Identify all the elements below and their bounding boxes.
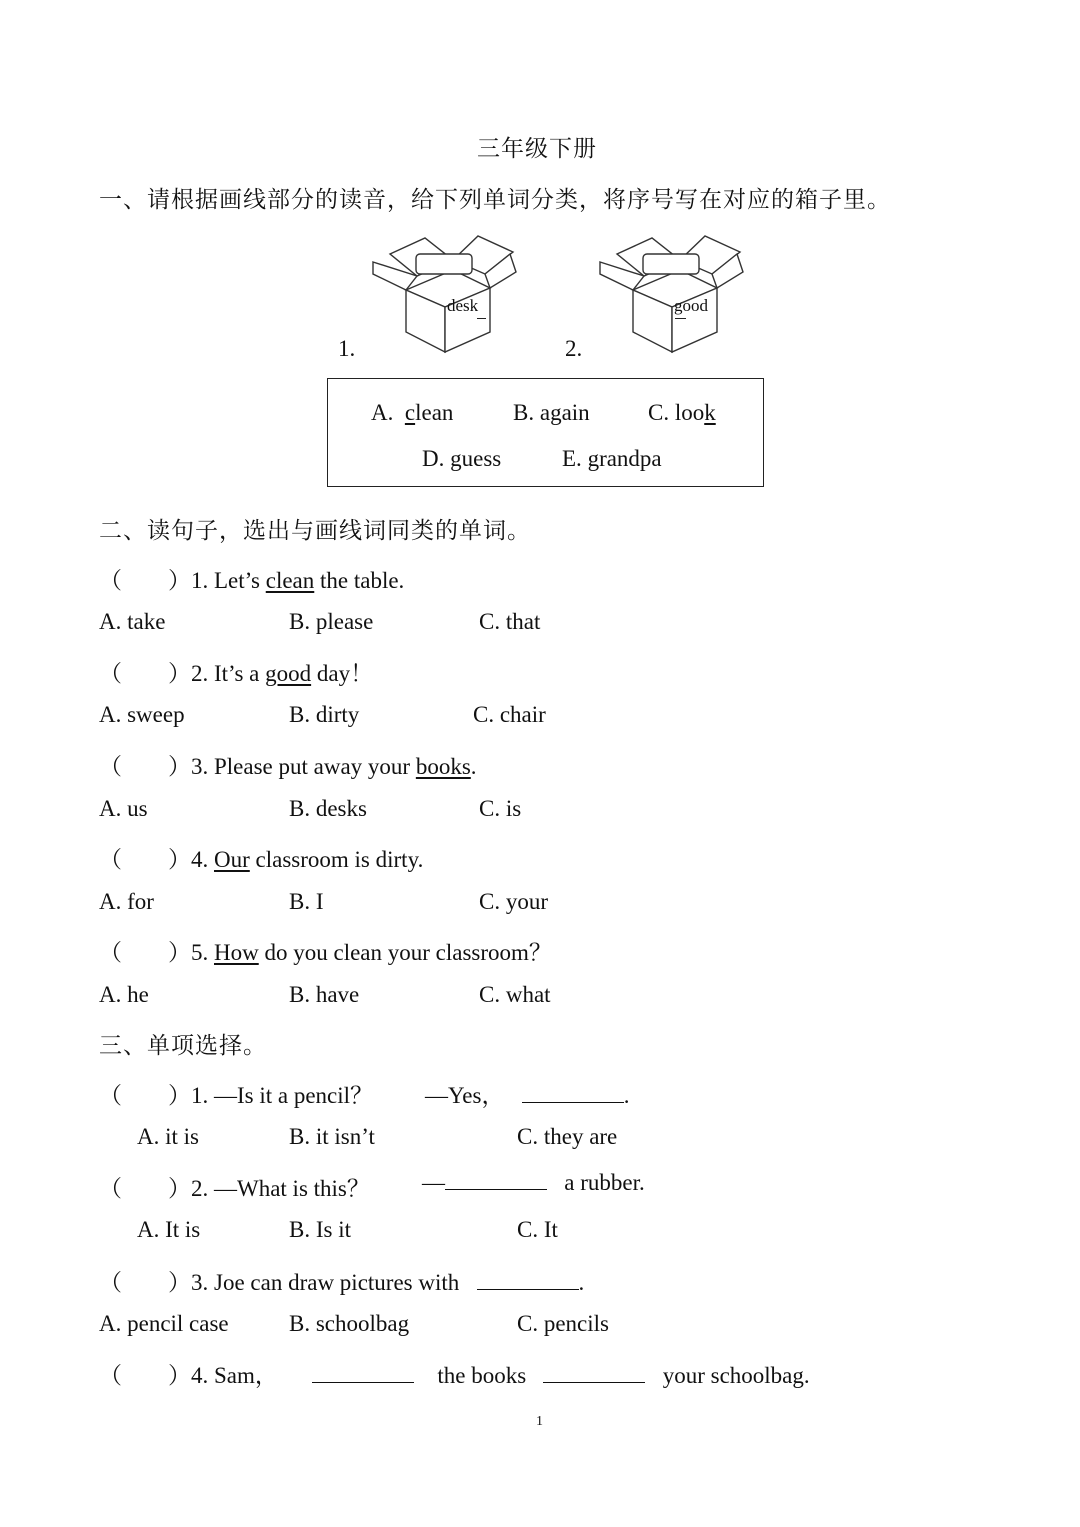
underlined-word: good <box>265 661 312 686</box>
option-b <box>513 400 590 426</box>
answer-paren[interactable]: （ ） <box>99 1176 191 1201</box>
option-a <box>371 400 453 426</box>
question-text: classroom is dirty. <box>249 847 424 872</box>
choice-b: B. desks <box>289 796 367 821</box>
option-word-part: a <box>539 400 551 425</box>
choice-b: B. Is it <box>289 1217 351 1242</box>
option-letter: E. <box>562 446 582 471</box>
box-number-2: 2. <box>565 336 583 361</box>
question-text: the table. <box>314 568 405 593</box>
choice-a: A. pencil case <box>99 1311 229 1336</box>
choice-c: C. pencils <box>517 1311 609 1336</box>
question-text: 2. —What is this？ <box>191 1176 370 1201</box>
s2-question-1 <box>99 562 404 595</box>
box-label-good <box>674 296 708 316</box>
option-word-part: loo <box>674 400 705 425</box>
answer-blank[interactable] <box>312 1381 414 1383</box>
question-text: 1. Let’s <box>191 568 266 593</box>
option-d <box>422 446 501 472</box>
end-text: . <box>623 1083 630 1108</box>
choice-b: B. it isn’t <box>289 1124 375 1149</box>
question-text: 3. Joe can draw pictures with <box>191 1270 460 1295</box>
box-number-1: 1. <box>338 336 356 361</box>
option-word-part: randpa <box>599 446 662 471</box>
s2-question-2 <box>99 655 373 688</box>
reply-text: — <box>422 1170 445 1195</box>
section1-heading: 一、请根据画线部分的读音，给下列单词分类，将序号写在对应的箱子里。 <box>99 187 891 212</box>
s2-question-3 <box>99 748 477 781</box>
box-label-text: desk <box>447 296 479 315</box>
option-word-part: ain <box>561 400 590 425</box>
option-underlined-sound: k <box>704 400 716 425</box>
answer-paren[interactable]: （ ） <box>99 1270 191 1295</box>
choice-a: A. for <box>99 889 154 914</box>
answer-paren[interactable]: （ ） <box>99 568 191 593</box>
choice-a: A. it is <box>137 1124 199 1149</box>
question-text: do you clean your classroom？ <box>258 940 552 965</box>
option-word-part: lean <box>415 400 454 425</box>
choice-c: C. your <box>479 889 548 914</box>
box-illustration-2 <box>597 232 747 357</box>
question-text: 1. —Is it a pencil？ <box>191 1083 374 1108</box>
s3-question-2-reply <box>422 1170 645 1196</box>
choice-b: B. I <box>289 889 324 914</box>
option-letter: B. <box>513 400 535 425</box>
page-title: 三年级下册 <box>477 136 597 161</box>
question-text: day！ <box>311 661 374 686</box>
choice-b: B. dirty <box>289 702 360 727</box>
choice-a: A. take <box>99 609 166 634</box>
option-letter: D. <box>422 446 445 471</box>
word-options-box <box>327 378 764 487</box>
choice-c: C. It <box>517 1217 558 1242</box>
choice-a: A. sweep <box>99 702 185 727</box>
underlined-word: clean <box>265 568 315 593</box>
end-text: a rubber. <box>564 1170 645 1195</box>
underlined-word: How <box>214 940 259 965</box>
box-label-desk <box>447 296 478 316</box>
choice-b: B. have <box>289 982 360 1007</box>
option-underlined-sound: c <box>404 400 416 425</box>
end-text: your schoolbag. <box>662 1363 810 1388</box>
question-text: 5. <box>191 940 214 965</box>
option-letter: C. <box>648 400 670 425</box>
underlined-word: Our <box>214 847 250 872</box>
option-e <box>562 446 662 472</box>
choice-b: B. schoolbag <box>289 1311 410 1336</box>
choice-c: C. what <box>479 982 551 1007</box>
box-label-underline <box>477 318 486 319</box>
question-text: 2. It’s a <box>191 661 266 686</box>
mid-text: the books <box>437 1363 527 1388</box>
option-underlined-sound: g <box>587 446 600 471</box>
box-illustration-1 <box>370 232 520 357</box>
option-c <box>648 400 716 426</box>
choice-b: B. please <box>289 609 374 634</box>
question-text: . <box>470 754 477 779</box>
choice-a: A. It is <box>137 1217 201 1242</box>
end-text: . <box>578 1270 585 1295</box>
option-word-part: uess <box>461 446 502 471</box>
answer-blank[interactable] <box>445 1188 547 1190</box>
page-number: 1 <box>536 1414 543 1429</box>
question-text: 4. <box>191 847 214 872</box>
choice-a: A. he <box>99 982 149 1007</box>
choice-c: C. they are <box>517 1124 618 1149</box>
section3-heading: 三、单项选择。 <box>99 1033 267 1058</box>
answer-paren[interactable]: （ ） <box>99 1363 191 1388</box>
s3-question-1-reply <box>425 1077 629 1110</box>
choice-c: C. that <box>479 609 541 634</box>
s3-question-4 <box>99 1357 810 1390</box>
option-letter: A. <box>371 400 394 425</box>
answer-paren[interactable]: （ ） <box>99 661 191 686</box>
question-text: 3. Please put away your <box>191 754 416 779</box>
option-underlined-sound: g <box>450 446 462 471</box>
s3-question-2 <box>99 1170 370 1203</box>
s2-question-5 <box>99 934 552 967</box>
answer-paren[interactable]: （ ） <box>99 754 191 779</box>
s3-question-3 <box>99 1264 584 1297</box>
box-label-underline <box>675 318 686 319</box>
answer-paren[interactable]: （ ） <box>99 1083 191 1108</box>
choice-c: C. chair <box>473 702 546 727</box>
answer-blank[interactable] <box>543 1381 645 1383</box>
answer-blank[interactable] <box>477 1288 579 1290</box>
section2-heading: 二、读句子，选出与画线词同类的单词。 <box>99 518 531 543</box>
answer-blank[interactable] <box>522 1101 624 1103</box>
box-label-text: good <box>674 296 708 315</box>
choice-c: C. is <box>479 796 522 821</box>
answer-paren[interactable]: （ ） <box>99 847 191 872</box>
option-underlined-sound: g <box>550 400 562 425</box>
choice-a: A. us <box>99 796 148 821</box>
s3-question-1 <box>99 1077 373 1110</box>
s2-question-4 <box>99 841 423 874</box>
question-text: 4. Sam， <box>191 1363 278 1388</box>
underlined-word: books <box>415 754 471 779</box>
answer-paren[interactable]: （ ） <box>99 940 191 965</box>
reply-text: —Yes， <box>425 1083 505 1108</box>
